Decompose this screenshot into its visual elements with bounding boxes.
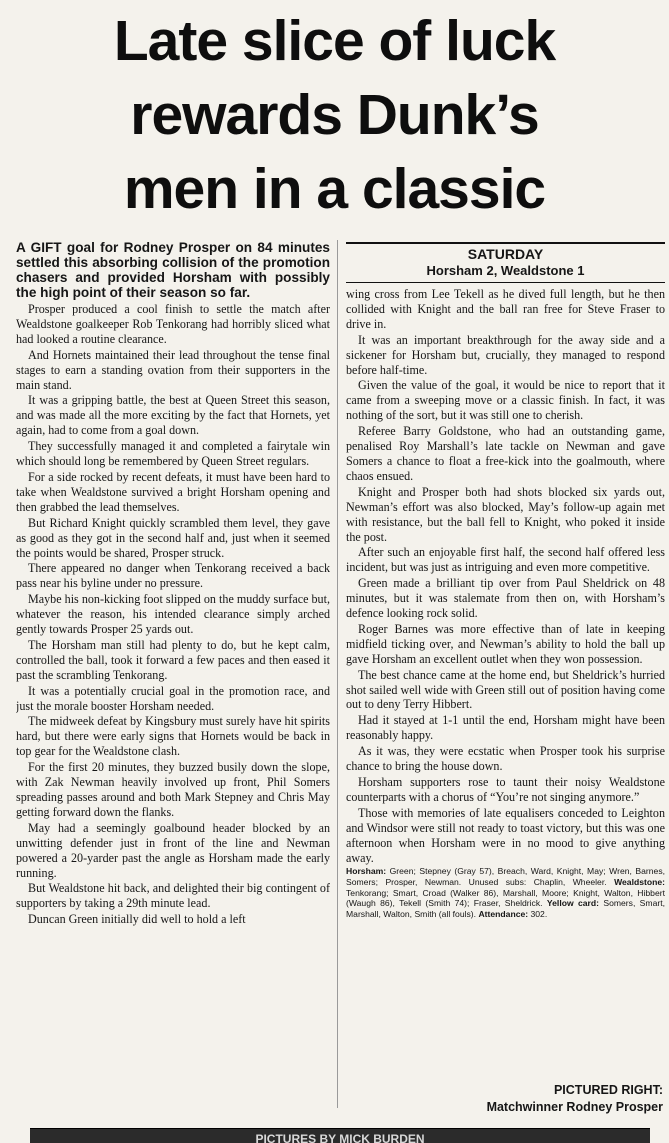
- article-paragraph: But Richard Knight quickly scrambled them level, they gave as good as they got in the second half and, just when it seemed the points would be shared, Prosper struck.: [16, 515, 330, 560]
- article-paragraph: It was a potentially crucial goal in the promotion race, and just the morale booster Horsham needed.: [16, 683, 330, 713]
- article-paragraph: Roger Barnes was more effective than of late in keeping midfield ticking over, and Newman’s ability to hold the ball up gave Horsham an excellent outlet when they won possession.: [346, 621, 665, 666]
- article-paragraph: The midweek defeat by Kingsbury must surely have hit spirits hard, but there were early signs that Hornets would be back in top gear for the Wealdstone clash.: [16, 714, 330, 759]
- article-paragraph: Referee Barry Goldstone, who had an outstanding game, penalised Roy Marshall’s late tackle on Newman and gave Somers a chance to float a free-kick into the goalmouth, where chaos ensued.: [346, 424, 665, 483]
- lineup-wealdstone: Tenkorang; Smart, Croad (Walker 86), Marshall, Moore; Knight, Walton, Hibbert (Waugh 86), Tekell (Smith 74); Fraser, Sheldrick.: [346, 887, 665, 909]
- article-paragraph: Green made a brilliant tip over from Paul Sheldrick on 48 minutes, but it was stalemate from then on, with Horsham’s defence looking rock solid.: [346, 576, 665, 621]
- yellow-card-label: Yellow card:: [546, 898, 604, 909]
- article-paragraph: May had a seemingly goalbound header blocked by an unwitting defender just in front of the line and Newman powered a 20-yarder past the angle as Horsham made the early running.: [16, 820, 330, 880]
- article-paragraph: It was an important breakthrough for the away side and a sickener for Horsham but, crucially, they managed to respond before half-time.: [346, 332, 665, 377]
- yellow-cards: Somers, Smart, Marshall, Walton, Smith (all fouls).: [346, 898, 665, 919]
- article-column-right: [346, 242, 665, 1142]
- article-paragraph: But Wealdstone hit back, and delighted their big contingent of supporters by taking a 29th minute lead.: [16, 881, 330, 911]
- headline-line-1: Late slice of luck: [113, 9, 556, 73]
- article-paragraph: Prosper produced a cool finish to settle the match after Wealdstone goalkeeper Rob Tenkorang had horribly sliced what had looked a routine clearance.: [16, 302, 330, 346]
- attendance-label: Attendance:: [478, 908, 531, 919]
- article-paragraph: The Horsham man still had plenty to do, but he kept calm, controlled the ball, took it forward a few paces and then eased it past the scrambling Tenkorang.: [16, 637, 330, 682]
- match-day: SATURDAY: [467, 246, 544, 262]
- article-paragraph: wing cross from Lee Tekell as he dived full length, but he then collided with Knight and the ball ran free for Steve Fraser to drive in.: [346, 287, 665, 331]
- lineup-label-wealdstone: Wealdstone:: [614, 877, 665, 888]
- article-paragraph: Had it stayed at 1-1 until the end, Horsham might have been reasonably happy.: [346, 713, 665, 743]
- match-result-box: [346, 242, 665, 283]
- article-paragraph: Given the value of the goal, it would be nice to report that it came from a sweeping move or a classic finish. In fact, it was nothing of the sort, but it was still one to cherish.: [346, 378, 665, 423]
- headline: [6, 4, 663, 226]
- match-score: Horsham 2, Wealdstone 1: [426, 263, 585, 278]
- article-column-left: [16, 240, 330, 1108]
- article-paragraph: After such an enjoyable first half, the second half offered less incident, but was just as intriguing and even more competitive.: [346, 545, 665, 575]
- headline-line-3: men in a classic: [123, 157, 546, 221]
- headline-line-2: rewards Dunk’s: [130, 83, 539, 147]
- article-paragraph: As it was, they were ecstatic when Prosper took his surprise chance to bring the house down.: [346, 744, 665, 774]
- team-lineups: [346, 866, 665, 919]
- caption-line-2: Matchwinner Rodney Prosper: [486, 1100, 663, 1114]
- article-paragraph: Duncan Green initially did well to hold a left: [28, 912, 246, 927]
- lineup-label-horsham: Horsham:: [346, 866, 390, 877]
- article-paragraph: There appeared no danger when Tenkorang received a back pass near his byline under no pressure.: [16, 561, 330, 591]
- article-paragraph: Those with memories of late equalisers conceded to Leighton and Windsor were still not ready to toast victory, but this was one afternoon when Horsham were in no mood to give anything away.: [346, 805, 665, 865]
- article-paragraph: For a side rocked by recent defeats, it must have been hard to take when Wealdstone survived a bright Horsham opening and then grabbed the lead themselves.: [16, 469, 330, 514]
- article-intro: A GIFT goal for Rodney Prosper on 84 minutes settled this absorbing collision of the promotion chasers and provided Horsham with possibly the high point of their season so far.: [16, 240, 330, 300]
- photo-credit-strip: [30, 1128, 650, 1143]
- article-paragraph: And Hornets maintained their lead throughout the tense final stages to earn a standing ovation from their supporters in the main stand.: [16, 347, 330, 392]
- lineup-horsham: Green; Stepney (Gray 57), Breach, Ward, Knight, May; Wren, Barnes, Somers; Prosper, Newman. Unused subs: Chaplin, Wheeler.: [346, 866, 665, 888]
- article-paragraph: For the first 20 minutes, they buzzed busily down the slope, with Zak Newman heavily involved up front, Phil Somers spreading passes around and both Mark Stepney and Chris May getting forward down the flanks.: [16, 760, 330, 819]
- column-divider: [337, 240, 338, 1108]
- attendance-value: 302.: [530, 908, 548, 919]
- photo-caption: [403, 1082, 663, 1116]
- article-paragraph: The best chance came at the home end, but Sheldrick’s hurried shot sailed well wide with Green still out of position having come out to deny Terry Hibbert.: [346, 667, 665, 712]
- article-paragraph: Horsham supporters rose to taunt their noisy Wealdstone counterparts with a chorus of “You’re not singing anymore.”: [346, 775, 665, 804]
- article-paragraph: Knight and Prosper both had shots blocked six yards out, Newman’s effort was also blocked, May’s follow-up again met with resistance, but the ball fell to Knight, who poked it inside the post.: [346, 484, 665, 544]
- photo-credit: PICTURES BY MICK BURDEN: [255, 1132, 425, 1143]
- article-paragraph: It was a gripping battle, the best at Queen Street this season, and was made all the more exciting by the fact that Hornets, yet again, had to come from a goal down.: [16, 393, 330, 438]
- article-paragraph: Maybe his non-kicking foot slipped on the muddy surface but, whatever the reason, his intended clearance simply arched gently towards Prosper 25 yards out.: [16, 592, 330, 637]
- caption-line-1: PICTURED RIGHT:: [553, 1083, 663, 1097]
- article-paragraph: They successfully managed it and completed a fairytale win which should long be remembered by Queen Street regulars.: [16, 439, 330, 469]
